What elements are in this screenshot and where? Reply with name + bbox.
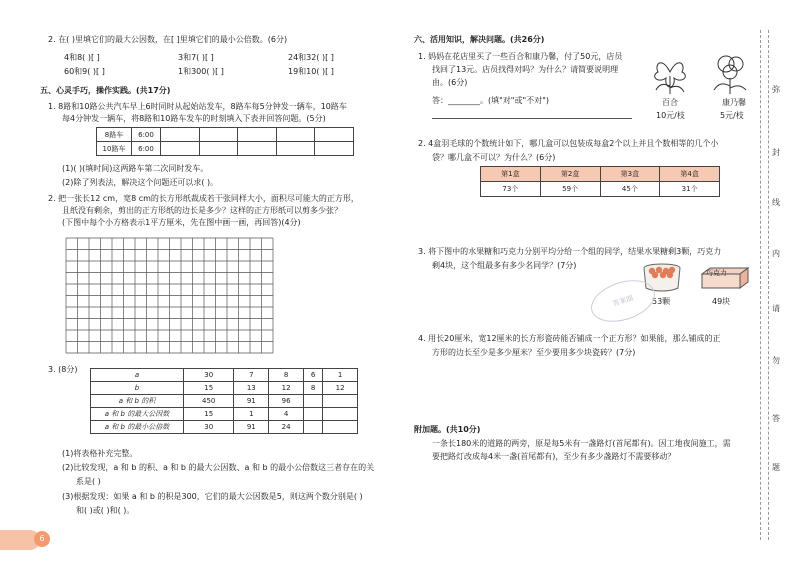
s6-q3-line2: 剩4块，这个组最多有多少名同学？(7分) [432,261,577,270]
bus-cell: 8路车 [97,128,132,142]
s6-q2-line2: 袋？哪几盒不可以？为什么？(6分) [432,153,556,162]
bus-cell [161,142,200,156]
flower1-name: 百合 [662,98,678,107]
seal-char: 勿 [772,356,780,365]
choc-label: 49块 [712,297,731,306]
box-value: 59个 [540,182,600,197]
table3-cell: 96 [269,395,304,408]
table3-cell [323,421,358,434]
table3-cell: 30 [184,369,234,382]
answer-stamp: 答案圈 [586,273,661,330]
table3-cell [304,395,323,408]
bus-cell [315,142,354,156]
table3-cell: 12 [269,382,304,395]
s6-q1-line2: 找回了13元。店员找得对吗？为什么？请简要说明理 [432,65,619,74]
s6-q3-line1: 3. 将下图中的水果糖和巧克力分别平均分给一个组的同学，结果水果糖剩3颗，巧克力 [418,247,722,256]
table3 [90,368,358,434]
table3-row [91,395,358,408]
s6-q4-line1: 4. 用长20厘米，宽12厘米的长方形瓷砖能否铺成一个正方形？如果能，那么铺成的正 [418,334,721,343]
pair-6: 19和10( )[ ] [288,67,334,76]
s5-q1-sub2: (2)除了列表法，解决这个问题还可以求( )。 [62,178,219,187]
s6-q2-line1: 2. 4盒羽毛球的个数统计如下，哪几盒可以包装成每盒2个以上并且个数相等的几个小 [418,139,719,148]
bus-cell [238,142,277,156]
box-head: 第1盒 [481,167,541,182]
lily-flower-icon [648,50,692,94]
table3-row [91,408,358,421]
flower2-name: 康乃馨 [722,98,746,107]
table3-cell: 30 [184,421,234,434]
s5-q2-line2: 且纸没有剩余，剪出的正方形纸的边长是多少？这样的正方形纸可以剪多少张？ [62,206,342,215]
square-grid[interactable] [64,236,276,356]
bonus-title: 附加题。(共10分) [414,425,481,434]
s5-q1-sub1: (1)( )(填时间)这两路车第二次同时发车。 [62,164,209,173]
table3-cell: 1 [234,408,269,421]
seal-char: 题 [772,463,780,472]
bonus-line2: 要把路灯改成每4米一盏(首尾都有)，至少有多少盏路灯不需要移动？ [432,452,676,461]
table3-cell: 6 [304,369,323,382]
answer-line [432,118,632,119]
s6-q1-answer: 答：________。(填"对"或"不对") [432,96,549,105]
table3-row-header: a 和 b 的积 [91,395,184,408]
bus-table [96,127,354,156]
table3-cell: 91 [234,395,269,408]
page-number: 6 [34,531,50,547]
bus-cell: 6:00 [132,142,161,156]
box-value: 31个 [660,182,720,197]
bus-cell [238,128,277,142]
carnation-flower-icon [708,50,752,94]
s5-q3-head: 3. (8分) [48,365,78,374]
table3-row [91,421,358,434]
seal-char: 内 [772,249,780,258]
table3-row-header: a 和 b 的最小公倍数 [91,421,184,434]
table3-cell: 15 [184,408,234,421]
bus-cell [199,142,238,156]
q2-prompt: 2. 在( )里填它们的最大公因数，在[ ]里填它们的最小公倍数。(6分) [48,35,288,44]
table3-row [91,382,358,395]
chocolate-brand: 巧克力 [706,269,727,277]
s6-q1-line3: 由。(6分) [432,78,468,87]
s5-q3-sub3: (3)根据发现：如果 a 和 b 的积是300，它们的最大公因数是5，则这两个数分别是( ) [62,492,363,501]
pair-4: 60和9( )[ ] [64,67,105,76]
s5-q2-line1: 2. 把一张长12 cm，宽8 cm的长方形纸裁成若干张同样大小，面积尽可能大的正方形， [48,194,359,203]
pair-2: 3和7( )[ ] [178,53,214,62]
bonus-line1: 一条长180米的道路的两旁，原是每5米有一盏路灯(首尾都有)。因工地夜间施工，需 [432,439,731,448]
table3-cell [323,408,358,421]
table3-row [91,369,358,382]
table3-row-header: a [91,369,184,382]
s6-q4-line2: 方形的边长至少是多少厘米？至少要用多少块瓷砖？(7分) [432,348,636,357]
s5-q3-sub3b: 和( )或( )和( )。 [76,506,135,515]
section5-title: 五、心灵手巧，操作实践。(共17分) [40,86,171,95]
s6-q1-line1: 1. 妈妈在花店里买了一些百合和康乃馨，付了50元，店员 [418,52,623,61]
s5-q3-sub2b: 系是( ) [76,477,101,486]
bus-cell [276,128,315,142]
table3-row-header: b [91,382,184,395]
bus-cell [276,142,315,156]
candy-label: 53颗 [652,297,671,306]
box-head: 第4盒 [660,167,720,182]
table3-cell: 91 [234,421,269,434]
bus-cell [315,128,354,142]
table3-cell: 24 [269,421,304,434]
table3-cell [304,408,323,421]
s5-q3-sub2: (2)比较发现，a 和 b 的积、a 和 b 的最大公因数、a 和 b 的最小公倍数这三者存在的关 [62,463,375,472]
s5-q2-line3: (下图中每个小方格表示1平方厘米，先在图中画一画，再回答)(4分) [62,218,301,227]
flower1-price: 10元/枝 [656,111,685,120]
pair-3: 24和32( )[ ] [288,53,334,62]
box-value: 73个 [481,182,541,197]
pair-1: 4和8( )[ ] [64,53,100,62]
s5-q1-line2: 每4分钟发一辆车，将8路和10路车发车的时刻填入下表并回答问题。(5分) [62,114,326,123]
seal-char: 封 [772,148,780,157]
table3-cell: 450 [184,395,234,408]
table3-cell: 7 [234,369,269,382]
binding-dash-line-2 [768,30,769,540]
s5-q3-sub1: (1)将表格补充完整。 [62,449,138,458]
box-head: 第3盒 [600,167,660,182]
section6-title: 六、活用知识，解决问题。(共26分) [414,35,545,44]
bus-cell: 6:00 [132,128,161,142]
pair-5: 1和300( )[ ] [178,67,224,76]
table3-cell: 8 [304,382,323,395]
flower2-price: 5元/枝 [720,111,744,120]
seal-char: 请 [772,304,780,313]
table3-cell: 15 [184,382,234,395]
table3-cell [304,421,323,434]
bus-cell [161,128,200,142]
seal-char: 弥 [772,85,780,94]
bus-cell [199,128,238,142]
table3-cell: 12 [323,382,358,395]
box-head: 第2盒 [540,167,600,182]
table3-cell [323,395,358,408]
table3-row-header: a 和 b 的最大公因数 [91,408,184,421]
table3-cell: 13 [234,382,269,395]
binding-dash-line [760,30,761,540]
seal-char: 答 [772,414,780,423]
table3-cell: 8 [269,369,304,382]
bus-cell: 10路车 [97,142,132,156]
seal-char: 线 [772,198,780,207]
box-table [480,166,720,197]
s5-q1-line1: 1. 8路和10路公共汽车早上6时同时从起始站发车，8路车每5分钟发一辆车，10路车 [48,102,347,111]
box-value: 45个 [600,182,660,197]
table3-cell: 4 [269,408,304,421]
table3-cell: 1 [323,369,358,382]
